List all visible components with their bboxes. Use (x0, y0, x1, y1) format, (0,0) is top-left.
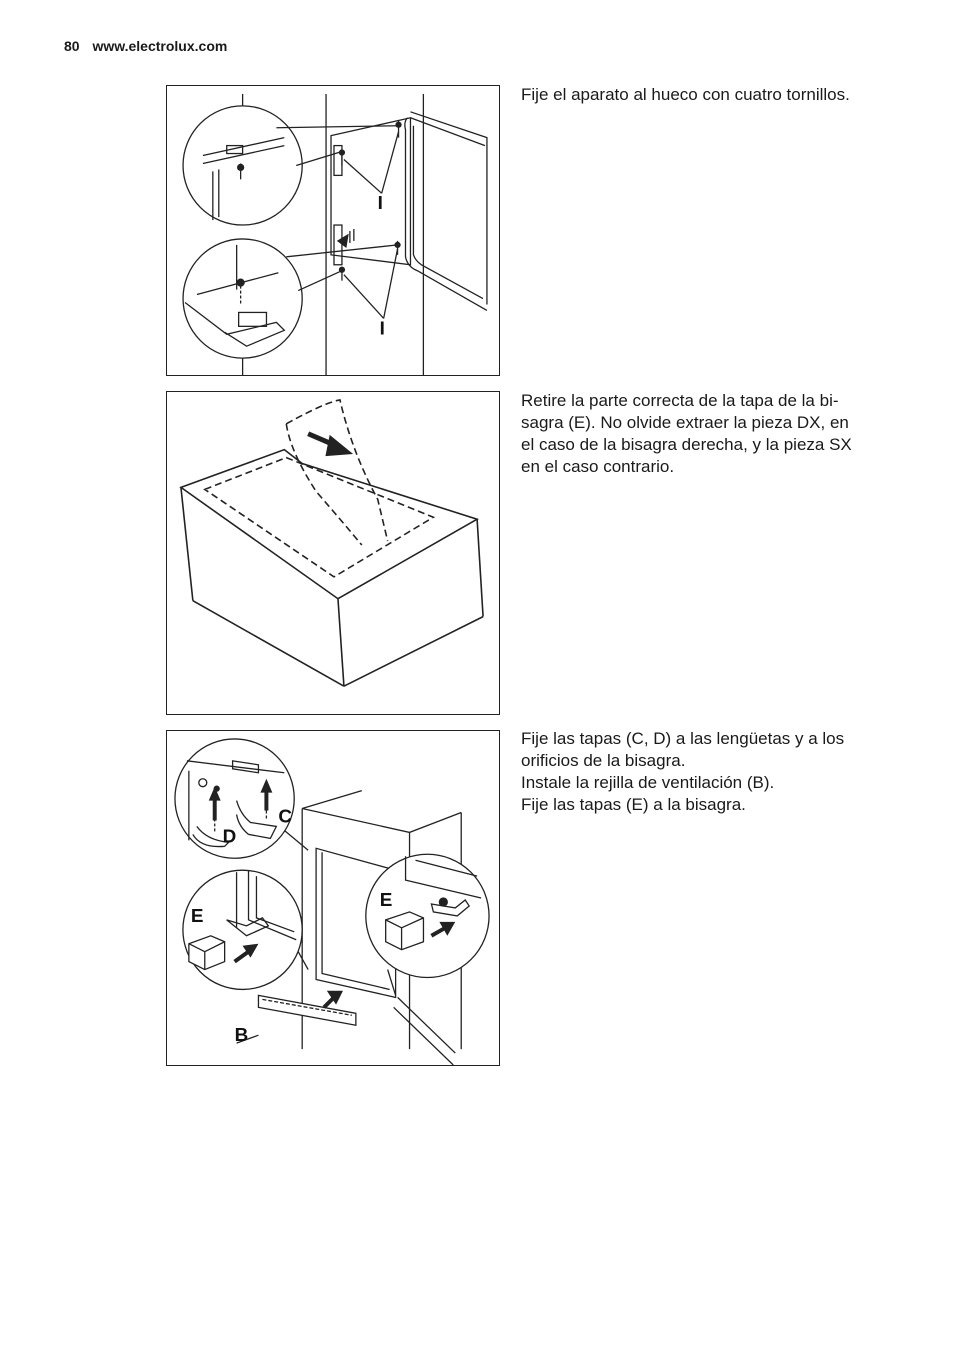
label-i-lower: I (379, 317, 385, 339)
step-3-text (521, 728, 901, 816)
label-b: B (234, 1025, 249, 1047)
step-3-line-2: orificios de la bisagra. (521, 751, 686, 770)
step-3-line-1: Fije las tapas (C, D) a las lengüetas y a los (521, 729, 845, 748)
direction-arrow-icon (308, 434, 352, 456)
website-url: www.electrolux.com (92, 38, 228, 54)
step-2-line-4: en el caso contrario. (521, 457, 675, 476)
figure-screw-fixing (166, 85, 500, 376)
label-c: C (278, 806, 292, 828)
label-i-upper: I (377, 192, 383, 214)
label-e-left: E (190, 905, 204, 927)
figure-caps-and-grille (166, 730, 500, 1066)
step-2-line-1: Retire la parte correcta de la tapa de la bi- (521, 391, 839, 410)
step-1-line: Fije el aparato al hueco con cuatro tornillos. (521, 85, 850, 104)
step-3-line-4: Fije las tapas (E) a la bisagra. (521, 795, 746, 814)
screw-fixing-illustration (167, 86, 499, 375)
step-1-text (521, 84, 901, 106)
step-3-line-3: Instale la rejilla de ventilación (B). (521, 773, 775, 792)
step-2-line-2: sagra (E). No olvide extraer la pieza DX, en (521, 413, 849, 432)
caps-grille-illustration (167, 731, 499, 1065)
figure-hinge-cover (166, 391, 500, 715)
label-e-right: E (379, 889, 393, 911)
step-2-line-3: el caso de la bisagra derecha, y la pieza SX (521, 435, 852, 454)
hinge-cover-illustration (167, 392, 499, 714)
step-2-text (521, 390, 901, 478)
label-d: D (222, 826, 237, 848)
page-number: 80 (64, 38, 80, 54)
page-header (64, 38, 227, 54)
